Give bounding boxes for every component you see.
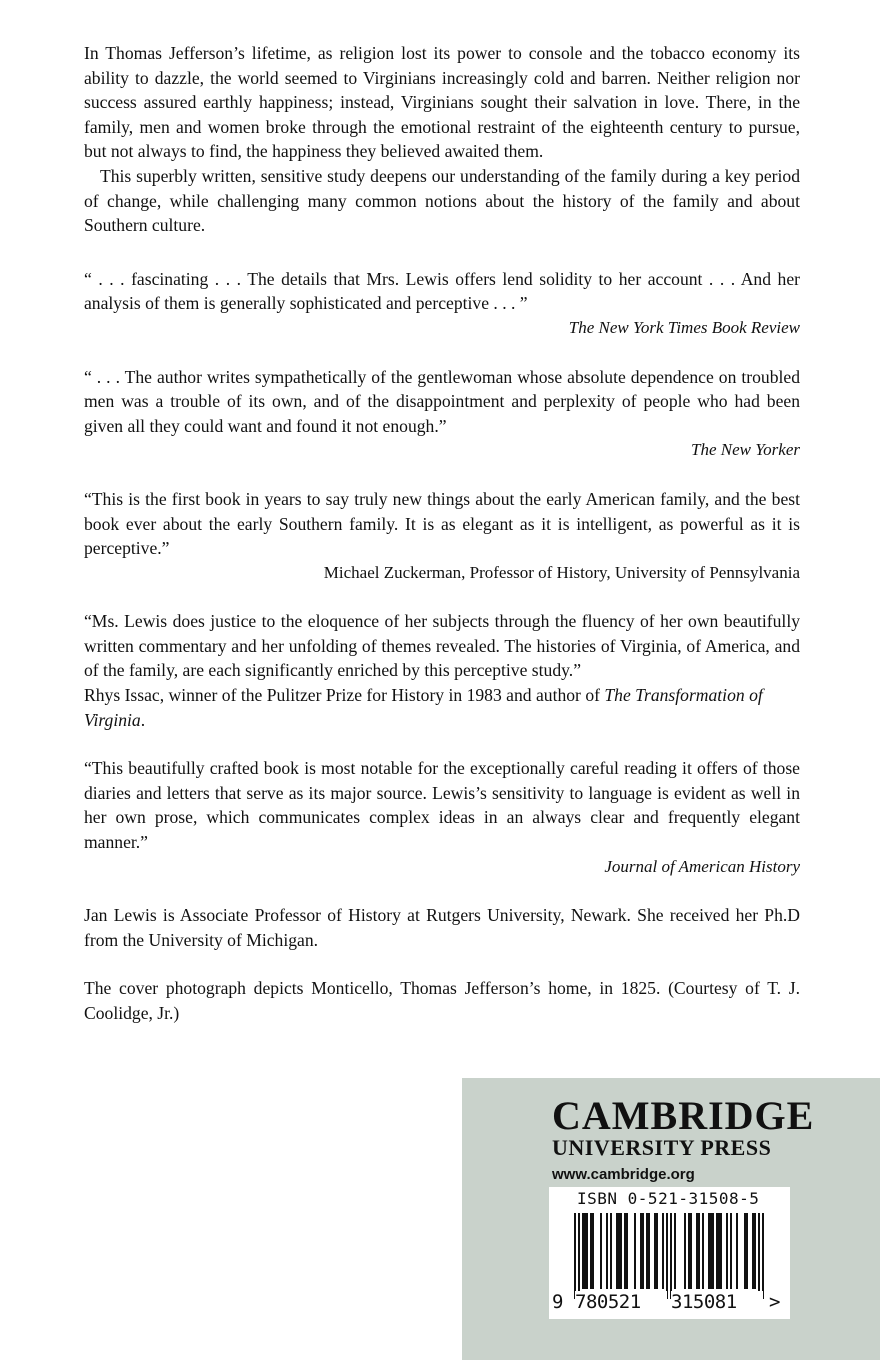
publisher-subtitle: UNIVERSITY PRESS — [552, 1135, 772, 1160]
author-bio: Jan Lewis is Associate Professor of History at Rutgers University, Newark. She received her Ph.D from the University of Michigan. — [84, 905, 800, 950]
barcode-bar — [716, 1213, 718, 1289]
barcode-bar — [754, 1213, 756, 1289]
barcode-bar — [610, 1213, 612, 1289]
review-quote-4: “Ms. Lewis does justice to the eloquence of her subjects through the fluency of her own beautifully written commentary and her unfolding of themes revealed. The histories of Virginia, of America, and of the family, are each significantly enriched by this perceptive study.” — [84, 611, 800, 681]
barcode-bar — [746, 1213, 748, 1289]
review-source-5: Journal of American History — [604, 856, 800, 876]
barcode-bar — [752, 1213, 754, 1289]
ean-arrow: > — [769, 1291, 781, 1313]
review-quote-5: “This beautifully crafted book is most notable for the exceptionally careful reading it offers of those diaries and letters that serve as its major source. Lewis’s sensitivity to language is evident as well in her own prose, which communicates complex ideas in an always clear and frequently elegant manner.” — [84, 758, 800, 853]
back-cover-text — [84, 41, 800, 1026]
barcode-bar — [702, 1213, 704, 1289]
barcode-bar — [654, 1213, 656, 1289]
barcode-bar — [674, 1213, 676, 1289]
barcode-bar — [758, 1213, 760, 1299]
barcode-bar — [688, 1213, 690, 1289]
barcode-bar — [634, 1213, 636, 1289]
review-source-4-title: The Transformation of Virginia — [84, 685, 763, 730]
barcode-bar — [578, 1213, 580, 1299]
barcode-bar — [586, 1213, 588, 1289]
barcode-bar — [726, 1213, 728, 1289]
barcode-bar — [710, 1213, 712, 1289]
barcode-bar — [762, 1213, 764, 1299]
barcode — [549, 1187, 790, 1319]
barcode-bar — [606, 1213, 608, 1289]
barcode-bar — [590, 1213, 592, 1289]
barcode-bar — [696, 1213, 698, 1289]
barcode-bar — [624, 1213, 626, 1289]
blurb-paragraph-2: This superbly written, sensitive study deepens our understanding of the family during a key period of change, while challenging many common notions about the history of the family and about Southern culture. — [84, 165, 800, 236]
barcode-bar — [656, 1213, 658, 1289]
barcode-bar — [744, 1213, 746, 1289]
ean-right-digits: 315081 — [671, 1291, 763, 1313]
barcode-bar — [708, 1213, 710, 1289]
barcode-bar — [646, 1213, 648, 1289]
barcode-bar — [698, 1213, 700, 1289]
barcode-bar — [690, 1213, 692, 1289]
barcode-bar — [616, 1213, 618, 1289]
barcode-bar — [626, 1213, 628, 1289]
barcode-bar — [582, 1213, 584, 1289]
review-source-2: The New Yorker — [691, 440, 800, 460]
review-source-1: The New York Times Book Review — [568, 317, 800, 337]
cover-credit: The cover photograph depicts Monticello, Thomas Jefferson’s home, in 1825. (Courtesy of T. J. Coolidge, Jr.) — [84, 978, 800, 1023]
isbn-label: ISBN 0-521-31508-5 — [577, 1189, 760, 1208]
ean-first-digit: 9 — [552, 1291, 564, 1313]
review-quote-1: “ . . . fascinating . . . The details that Mrs. Lewis offers lend solidity to her account . . . And her analysis of them is generally sophisticated and perceptive . . . ” — [84, 268, 800, 314]
review-source-3: Michael Zuckerman, Professor of History, University of Pennsylvania — [323, 562, 800, 582]
barcode-bar — [666, 1213, 668, 1299]
barcode-bar — [662, 1213, 664, 1289]
barcode-bars — [549, 1213, 790, 1299]
barcode-bar — [574, 1213, 576, 1299]
barcode-bar — [684, 1213, 686, 1289]
barcode-bar — [670, 1213, 672, 1299]
barcode-bar — [620, 1213, 622, 1289]
barcode-bar — [648, 1213, 650, 1289]
barcode-bar — [718, 1213, 720, 1289]
barcode-bar — [592, 1213, 594, 1289]
barcode-bar — [618, 1213, 620, 1289]
review-source-4-prefix: Rhys Issac, winner of the Pulitzer Prize for History in 1983 and author of — [84, 685, 605, 706]
publisher-panel — [462, 1078, 880, 1360]
review-quote-2: “ . . . The author writes sympathetically of the gentlewoman whose absolute dependence on troubled men was a trouble of its own, and of the disappointment and perplexity of people who had been given all they could want and found it not enough.” — [84, 366, 800, 436]
barcode-bar — [730, 1213, 732, 1289]
barcode-bar — [720, 1213, 722, 1289]
publisher-url: www.cambridge.org — [552, 1166, 695, 1183]
review-quote-3: “This is the first book in years to say truly new things about the early American family, and the best book ever about the early Southern family. It is as elegant as it is intelligent, as powerful as it is perceptive.” — [84, 488, 800, 559]
publisher-name: CAMBRIDGE — [552, 1093, 815, 1138]
barcode-bar — [642, 1213, 644, 1289]
barcode-bar — [640, 1213, 642, 1289]
ean-left-digits: 780521 — [575, 1291, 667, 1313]
review-source-4-suffix: . — [140, 709, 146, 730]
review-source-4 — [84, 683, 800, 732]
blurb-paragraph-1: In Thomas Jefferson’s lifetime, as religion lost its power to console and the tobacco economy its ability to dazzle, the world seemed to Virginians increasingly cold and barren. Neither religion nor success assured earthly happiness; instead, Virginians sought their salvation in love. There, in the family, men and women broke through the emotional restraint of the eighteenth century to pursue, but not always to find, the happiness they believed awaited them. — [84, 43, 800, 162]
barcode-bar — [584, 1213, 586, 1289]
barcode-bar — [712, 1213, 714, 1289]
barcode-bar — [736, 1213, 738, 1289]
barcode-bar — [600, 1213, 602, 1289]
